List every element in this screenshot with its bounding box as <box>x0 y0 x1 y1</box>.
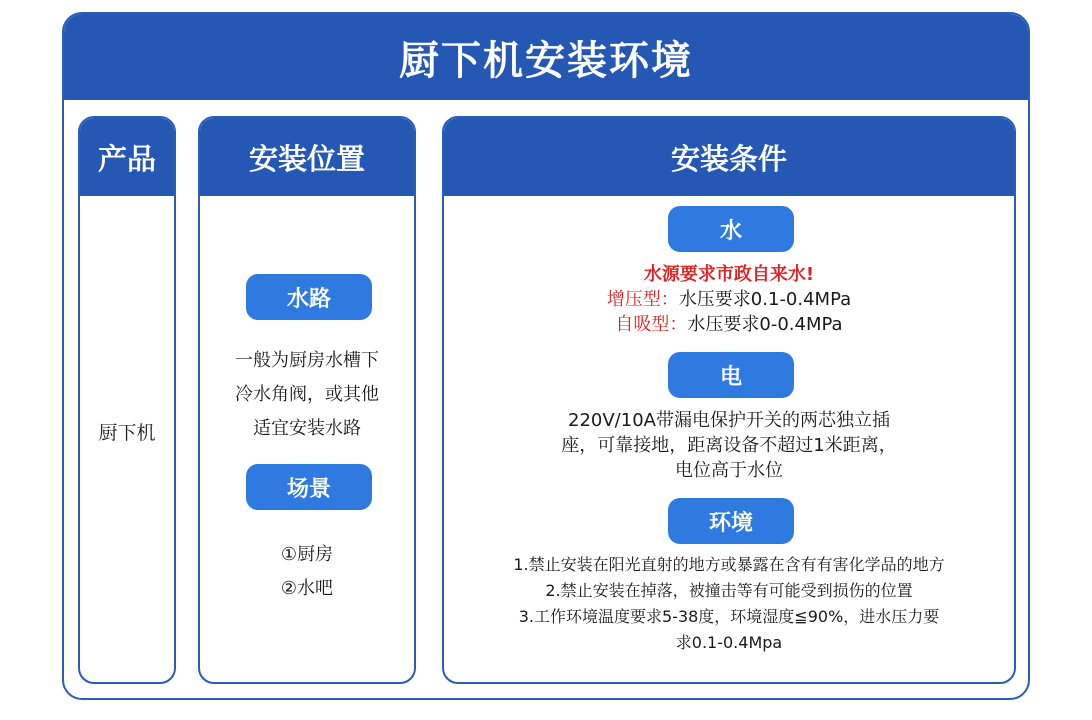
boost-type-line <box>444 287 1014 312</box>
location-header: 安装位置 <box>200 118 414 196</box>
waterway-line: 一般为厨房水槽下 <box>235 350 379 371</box>
install-environment-card <box>62 12 1030 700</box>
environment-line: 求0.1-0.4Mpa <box>675 633 783 652</box>
environment-requirements <box>444 552 1014 656</box>
boost-type-label: 增压型： <box>606 289 679 310</box>
environment-label: 环境 <box>668 498 794 544</box>
electric-line: 220V/10A带漏电保护开关的两芯独立插 <box>568 410 890 431</box>
waterway-description <box>200 344 414 446</box>
conditions-column <box>442 116 1016 684</box>
page-title: 厨下机安装环境 <box>399 37 693 84</box>
scene-item: ②水吧 <box>280 578 334 599</box>
location-column <box>198 116 416 684</box>
environment-line: 2.禁止安装在掉落，被撞击等有可能受到损伤的位置 <box>545 581 913 600</box>
electric-requirements <box>444 408 1014 483</box>
environment-line: 1.禁止安装在阳光直射的地方或暴露在含有有害化学品的地方 <box>513 555 945 574</box>
product-name: 厨下机 <box>98 422 156 444</box>
electric-line: 电位高于水位 <box>675 460 783 481</box>
self-priming-line <box>444 312 1014 337</box>
conditions-header: 安装条件 <box>444 118 1014 196</box>
water-source-note: 水源要求市政自来水! <box>643 264 815 285</box>
scene-label: 场景 <box>246 464 372 510</box>
self-priming-value: 水压要求0-0.4MPa <box>687 314 843 335</box>
waterway-line: 适宜安装水路 <box>253 418 361 439</box>
scene-item: ①厨房 <box>280 544 334 565</box>
product-column <box>78 116 176 684</box>
self-priming-label: 自吸型： <box>615 314 688 335</box>
waterway-line: 冷水角阀，或其他 <box>235 384 379 405</box>
waterway-label: 水路 <box>246 274 372 320</box>
title-banner <box>64 14 1028 100</box>
electric-label: 电 <box>668 352 794 398</box>
boost-type-value: 水压要求0.1-0.4MPa <box>678 289 852 310</box>
water-label: 水 <box>668 206 794 252</box>
scene-list <box>200 538 414 606</box>
environment-line: 3.工作环境温度要求5-38度，环境湿度≦90%，进水压力要 <box>518 607 940 626</box>
water-requirements <box>444 262 1014 337</box>
electric-line: 座，可靠接地，距离设备不超过1米距离， <box>561 435 897 456</box>
product-header: 产品 <box>80 118 174 196</box>
